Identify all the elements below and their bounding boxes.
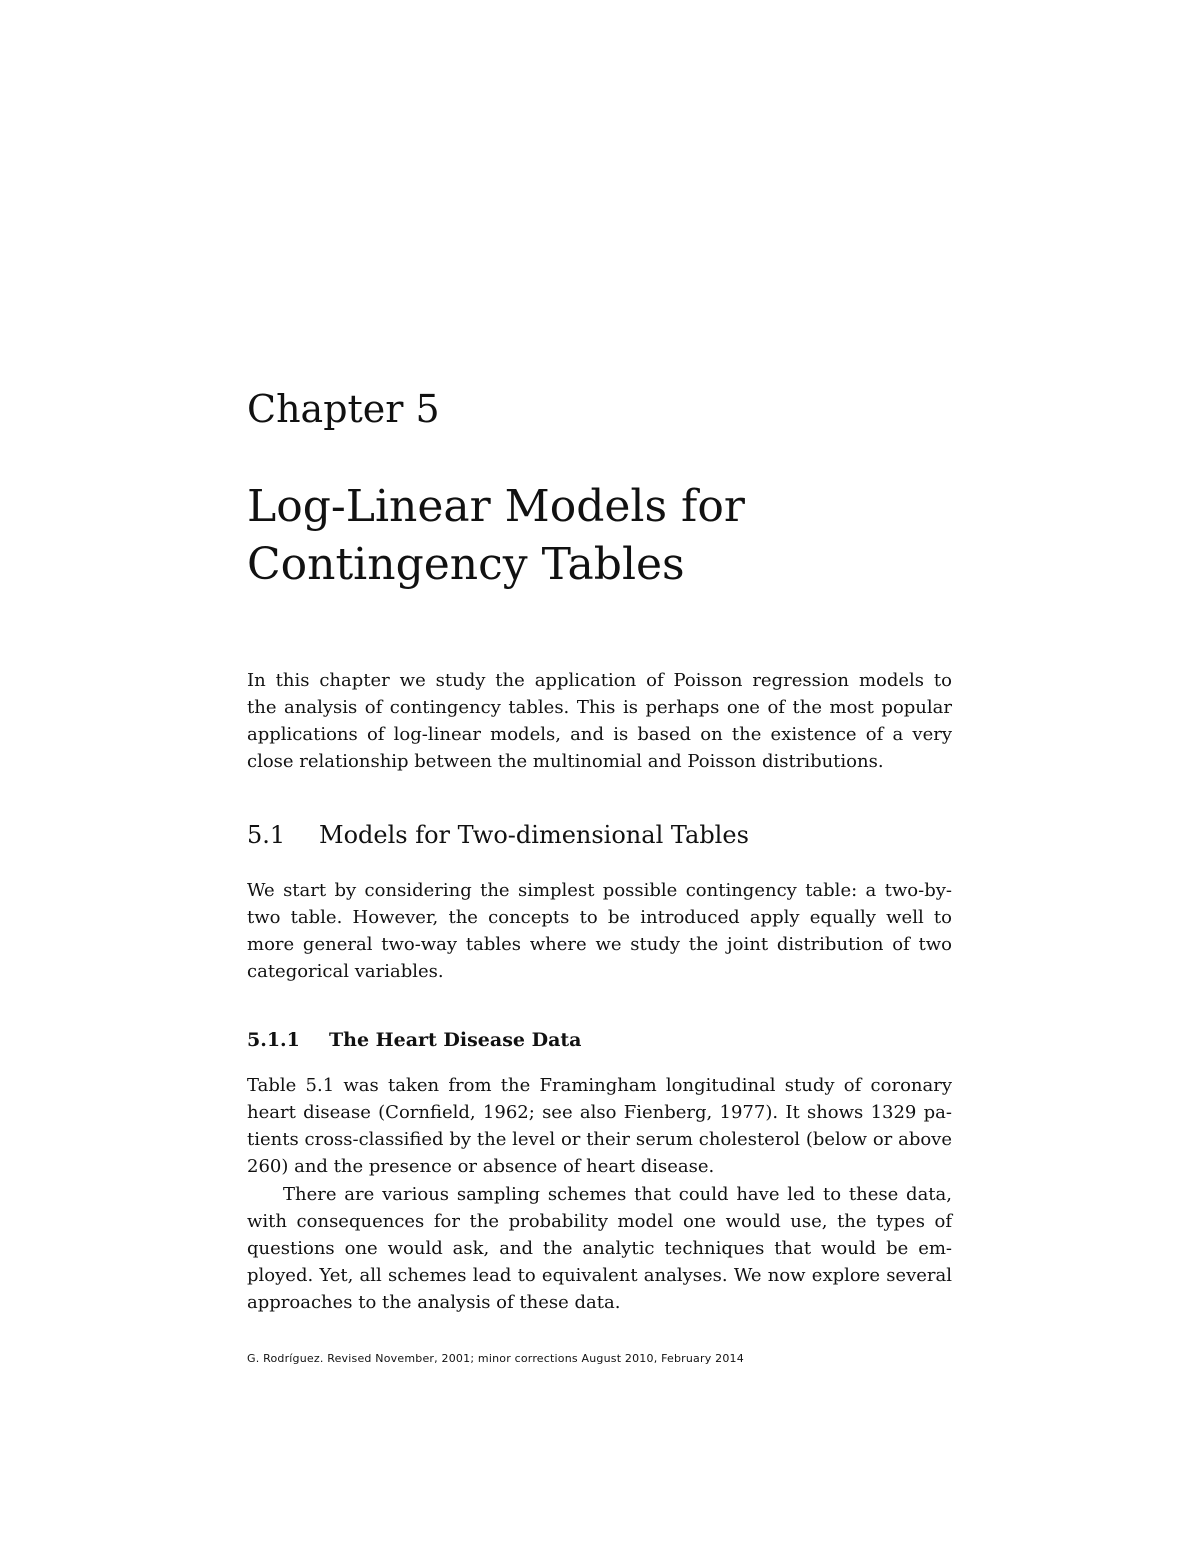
section-title: Models for Two-dimensional Tables — [319, 821, 749, 849]
chapter-label: Chapter 5 — [247, 387, 440, 431]
text-line: applications of log-linear models, and is based on the existence of a very — [247, 724, 952, 745]
subsection-number: 5.1.1 — [247, 1029, 300, 1051]
text-line: categorical variables. — [247, 961, 444, 982]
subsection-title: The Heart Disease Data — [329, 1029, 582, 1051]
text-line: ployed. Yet, all schemes lead to equivalent analyses. We now explore several — [247, 1265, 952, 1286]
text-line: In this chapter we study the application of Poisson regression models to — [247, 670, 952, 691]
text-line: more general two-way tables where we study the joint distribution of two — [247, 934, 952, 955]
text-line: approaches to the analysis of these data. — [247, 1292, 621, 1313]
subsection-paragraph-2 — [247, 1181, 952, 1316]
revision-footnote: G. Rodríguez. Revised November, 2001; minor corrections August 2010, February 2014 — [247, 1352, 744, 1365]
text-line: with consequences for the probability model one would use, the types of — [247, 1211, 952, 1232]
intro-paragraph — [247, 667, 952, 775]
chapter-title — [247, 478, 967, 594]
chapter-title-line: Log-Linear Models for — [247, 481, 745, 532]
text-line: close relationship between the multinomial and Poisson distributions. — [247, 751, 884, 772]
text-line: tients cross-classified by the level or their serum cholesterol (below or above — [247, 1129, 952, 1150]
text-line: There are various sampling schemes that could have led to these data, — [283, 1184, 952, 1205]
subsection-paragraph-1 — [247, 1072, 952, 1180]
text-line: two table. However, the concepts to be introduced apply equally well to — [247, 907, 952, 928]
text-line: We start by considering the simplest possible contingency table: a two-by- — [247, 880, 952, 901]
subsection-heading — [247, 1025, 581, 1055]
text-line: questions one would ask, and the analytic techniques that would be em- — [247, 1238, 952, 1259]
section-number: 5.1 — [247, 821, 286, 849]
text-line: 260) and the presence or absence of heart disease. — [247, 1156, 715, 1177]
chapter-title-line: Contingency Tables — [247, 539, 685, 590]
text-line: Table 5.1 was taken from the Framingham longitudinal study of coronary — [247, 1075, 952, 1096]
text-line: heart disease (Cornfield, 1962; see also Fienberg, 1977). It shows 1329 pa- — [247, 1102, 952, 1123]
text-line: the analysis of contingency tables. This is perhaps one of the most popular — [247, 697, 952, 718]
section-heading — [247, 818, 749, 852]
section-paragraph — [247, 877, 952, 985]
